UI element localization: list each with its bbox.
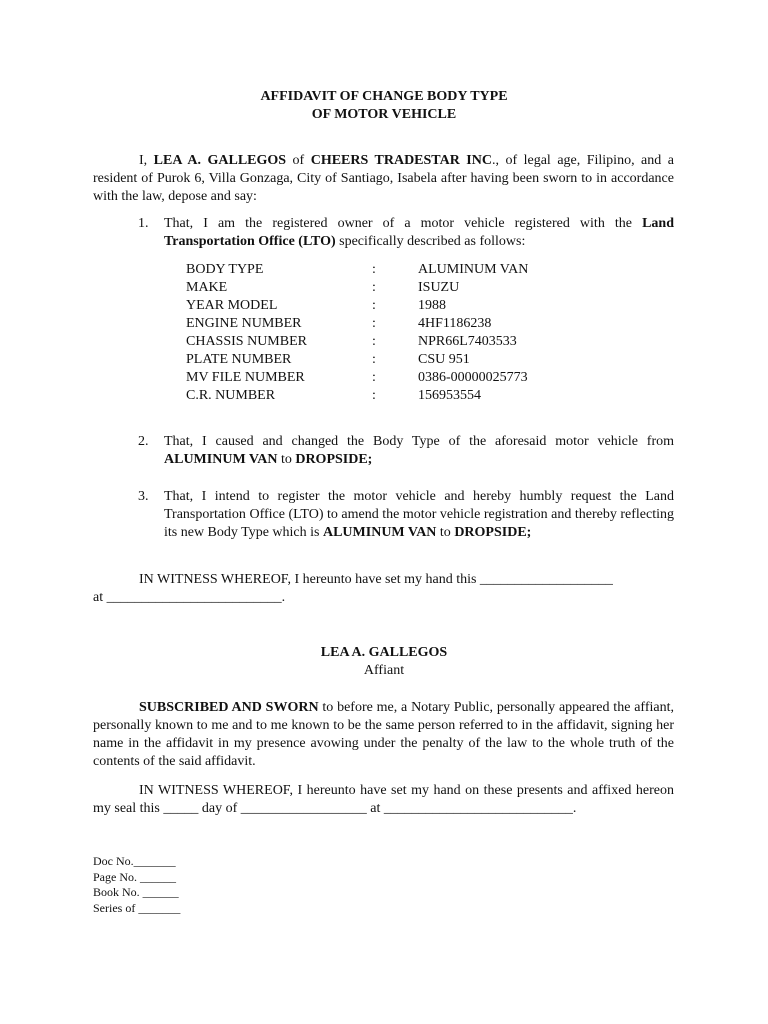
- item-1-text: [164, 215, 674, 251]
- item-2-number: 2.: [138, 434, 149, 449]
- vehicle-row-value: ISUZU: [418, 280, 460, 295]
- vehicle-row-value: ALUMINUM VAN: [418, 262, 529, 277]
- vehicle-row: [186, 369, 586, 387]
- item-2-text-1: That, I caused and changed the Body Type of the aforesaid motor vehicle from: [164, 434, 674, 449]
- item-3-text: [164, 488, 674, 542]
- vehicle-row-colon: :: [372, 370, 376, 385]
- aluminum-van-bold: ALUMINUM VAN: [164, 452, 278, 467]
- vehicle-row-value: 4HF1186238: [418, 316, 492, 331]
- series-line: Series of _______: [93, 900, 181, 915]
- vehicle-row: [186, 333, 586, 351]
- signatory-role: Affiant: [363, 663, 405, 678]
- affiant-name-bold: LEA A. GALLEGOS: [153, 153, 287, 168]
- item-3-text-2: to: [436, 525, 455, 540]
- item-1-text-1: That, I am the registered owner of a motor vehicle registered with the: [164, 216, 643, 231]
- vehicle-row-label: BODY TYPE: [186, 262, 264, 277]
- witness-line-1: IN WITNESS WHEREOF, I hereunto have set my hand this ___________________: [139, 572, 613, 587]
- intro-text-3: ., of legal age, Filipino, and a resident of Purok 6, Villa Gonzaga, City of Santiago, Isabela after having been sworn to in accordance with the law, depose and say:: [93, 153, 674, 204]
- intro-text-2: of: [286, 153, 311, 168]
- vehicle-row-colon: :: [372, 334, 376, 349]
- jurat-text: to before me, a Notary Public, personally appeared the affiant, personally known to me and to me known to be the same person referred to in the affidavit, signing her name in the affidavit in my presence avowing under the penalty of the law to the whole truth of the contents of the said affidavit.: [93, 700, 674, 769]
- item-1-number: 1.: [138, 216, 149, 231]
- vehicle-row: [186, 261, 586, 279]
- vehicle-row-value: NPR66L7403533: [418, 334, 517, 349]
- item-3-text-1: That, I intend to register the motor vehicle and hereby humbly request the Land Transportation Office (LTO) to amend the motor vehicle registration and thereby reflecting its new Body Type which is: [164, 489, 674, 540]
- vehicle-row-label: ENGINE NUMBER: [186, 316, 302, 331]
- vehicle-row-colon: :: [372, 280, 376, 295]
- witness-line-2: at _________________________.: [93, 590, 286, 605]
- dropside-bold: DROPSIDE;: [295, 452, 373, 467]
- vehicle-row: [186, 279, 586, 297]
- document-title-line2: OF MOTOR VEHICLE: [311, 107, 457, 122]
- vehicle-row: [186, 351, 586, 369]
- intro-text-1: I,: [139, 153, 154, 168]
- notary-register-block: [93, 854, 180, 916]
- vehicle-row-colon: :: [372, 352, 376, 367]
- document-title-line1: AFFIDAVIT OF CHANGE BODY TYPE: [260, 89, 508, 104]
- vehicle-row: [186, 315, 586, 333]
- item-2-text-2: to: [277, 452, 296, 467]
- notary-witness-paragraph: IN WITNESS WHEREOF, I hereunto have set my hand on these presents and affixed hereon my seal this _____ day of __________________ at ___________________________.: [93, 783, 674, 816]
- jurat-paragraph: [93, 699, 674, 771]
- company-name-bold: CHEERS TRADESTAR INC: [310, 153, 492, 168]
- lto-bold: Land Transportation Office (LTO): [164, 216, 674, 249]
- vehicle-row-label: MV FILE NUMBER: [186, 370, 305, 385]
- item-1-text-2: specifically described as follows:: [335, 234, 526, 249]
- vehicle-row: [186, 387, 586, 405]
- vehicle-row-colon: :: [372, 262, 376, 277]
- vehicle-row-value: 0386-00000025773: [418, 370, 528, 385]
- aluminum-van-bold: ALUMINUM VAN: [322, 525, 437, 540]
- vehicle-row-label: YEAR MODEL: [186, 298, 278, 313]
- vehicle-details-table: [186, 261, 586, 405]
- vehicle-row-value: 156953554: [418, 388, 481, 403]
- dropside-bold: DROPSIDE;: [454, 525, 532, 540]
- vehicle-row-label: C.R. NUMBER: [186, 388, 276, 403]
- vehicle-row-colon: :: [372, 298, 376, 313]
- vehicle-row-value: 1988: [418, 298, 446, 313]
- intro-paragraph: [93, 152, 674, 206]
- vehicle-row-colon: :: [372, 388, 376, 403]
- item-2-text: [164, 433, 674, 469]
- vehicle-row-label: CHASSIS NUMBER: [186, 334, 307, 349]
- signatory-name: LEA A. GALLEGOS: [320, 645, 448, 660]
- vehicle-row-label: PLATE NUMBER: [186, 352, 292, 367]
- vehicle-row-value: CSU 951: [418, 352, 470, 367]
- vehicle-row-label: MAKE: [186, 280, 228, 295]
- doc-number-line: Doc No._______: [93, 854, 176, 868]
- book-number-line: Book No. ______: [93, 885, 179, 899]
- vehicle-row: [186, 297, 586, 315]
- vehicle-row-colon: :: [372, 316, 376, 331]
- subscribed-sworn-bold: SUBSCRIBED AND SWORN: [139, 700, 319, 715]
- item-3-number: 3.: [138, 489, 149, 504]
- page-number-line: Page No. ______: [93, 869, 176, 884]
